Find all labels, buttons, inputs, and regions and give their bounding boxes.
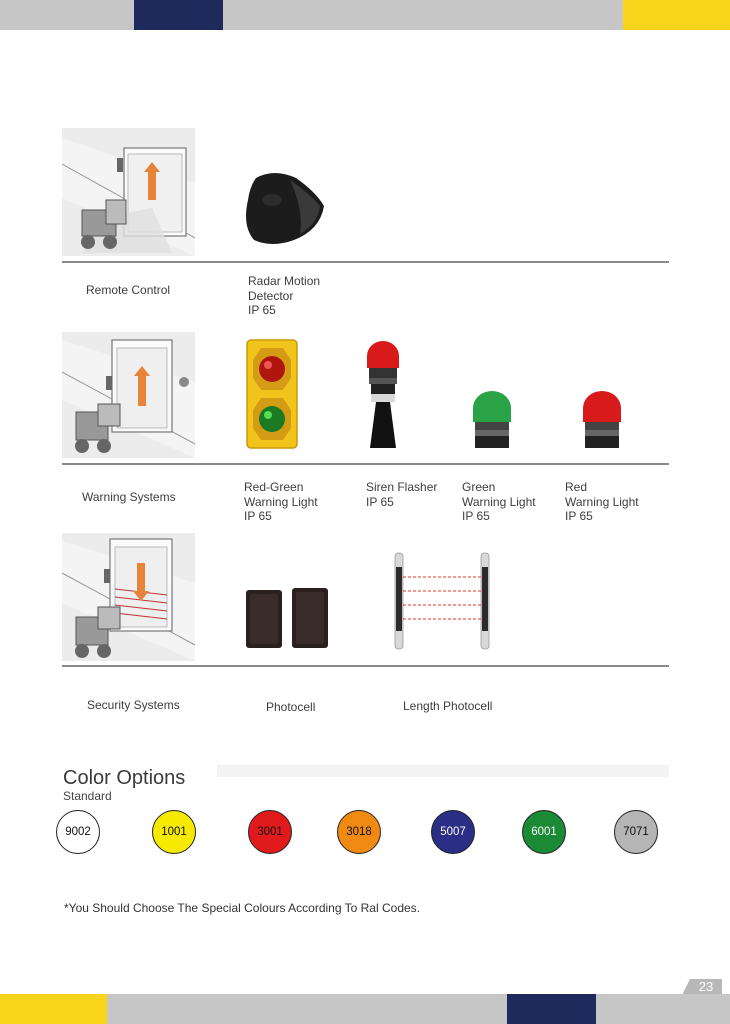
swatch-code: 9002	[65, 826, 91, 838]
color-options-subtitle: Standard	[63, 789, 112, 803]
length-photocell-image	[392, 549, 492, 656]
color-swatch-3018	[337, 810, 381, 854]
item-line: Green	[462, 480, 496, 494]
swatch-code: 1001	[161, 826, 187, 838]
swatch-code: 6001	[531, 826, 557, 838]
photocell-image	[244, 586, 330, 655]
item-line: Radar Motion	[248, 274, 321, 288]
row-divider-1	[62, 261, 669, 263]
warning-systems-illustration	[62, 332, 195, 458]
page-number-tab	[682, 979, 722, 995]
color-swatch-5007	[431, 810, 475, 854]
bottom-bar-yellow	[0, 994, 107, 1024]
item-line: Warning Light	[244, 494, 318, 509]
top-bar-grey	[0, 0, 134, 30]
item-photocell	[266, 700, 315, 715]
bottom-bar-grey	[107, 994, 507, 1024]
remote-control-illustration	[62, 128, 195, 256]
item-line: Warning Light	[462, 494, 536, 509]
color-swatch-3001	[248, 810, 292, 854]
radar-motion-detector-image	[244, 170, 326, 253]
red-green-warning-light-image	[245, 338, 299, 455]
item-line: Detector	[248, 288, 294, 303]
swatch-code: 3001	[257, 826, 283, 838]
color-options-title: Color Options	[63, 767, 186, 789]
item-line: Red	[565, 480, 588, 494]
item-green-warning-light	[462, 480, 536, 524]
color-swatch-7071	[614, 810, 658, 854]
security-systems-illustration	[62, 533, 195, 661]
item-line: Length Photocell	[403, 699, 493, 713]
item-line: IP 65	[366, 494, 394, 509]
item-red-green-warning-light	[244, 480, 318, 524]
row-label-security-systems: Security Systems	[87, 698, 180, 712]
siren-flasher-image	[364, 338, 402, 455]
swatch-code: 7071	[623, 826, 649, 838]
top-bar-navy	[134, 0, 223, 30]
item-red-warning-light	[565, 480, 639, 524]
swatch-code: 3018	[346, 826, 372, 838]
top-bar-yellow	[623, 0, 730, 30]
item-line: Photocell	[266, 700, 316, 714]
red-warning-light-image	[580, 390, 624, 457]
item-siren-flasher	[366, 480, 437, 509]
row-divider-3	[62, 665, 669, 667]
row-divider-2	[62, 463, 669, 465]
item-line: Warning Light	[565, 494, 639, 509]
item-radar-motion-detector	[248, 274, 320, 318]
bottom-bar-navy	[507, 994, 596, 1024]
page-number: 23	[698, 979, 714, 994]
row-label-remote-control: Remote Control	[86, 283, 171, 297]
item-line: Red-Green	[244, 480, 304, 494]
item-line: IP 65	[248, 303, 276, 317]
color-options-band	[217, 765, 669, 777]
color-swatch-1001	[152, 810, 196, 854]
item-length-photocell	[403, 699, 492, 714]
item-line: IP 65	[462, 509, 490, 523]
item-line: IP 65	[244, 509, 272, 523]
bottom-bar-grey-2	[596, 994, 730, 1024]
swatch-code: 5007	[440, 826, 466, 838]
color-swatch-6001	[522, 810, 566, 854]
color-swatch-9002	[56, 810, 100, 854]
ral-code-note: *You Should Choose The Special Colours According To Ral Codes.	[64, 901, 421, 915]
row-label-warning-systems: Warning Systems	[82, 490, 176, 504]
item-line: Siren Flasher	[366, 480, 438, 494]
top-bar-grey-2	[223, 0, 623, 30]
item-line: IP 65	[565, 509, 593, 523]
green-warning-light-image	[470, 390, 514, 457]
